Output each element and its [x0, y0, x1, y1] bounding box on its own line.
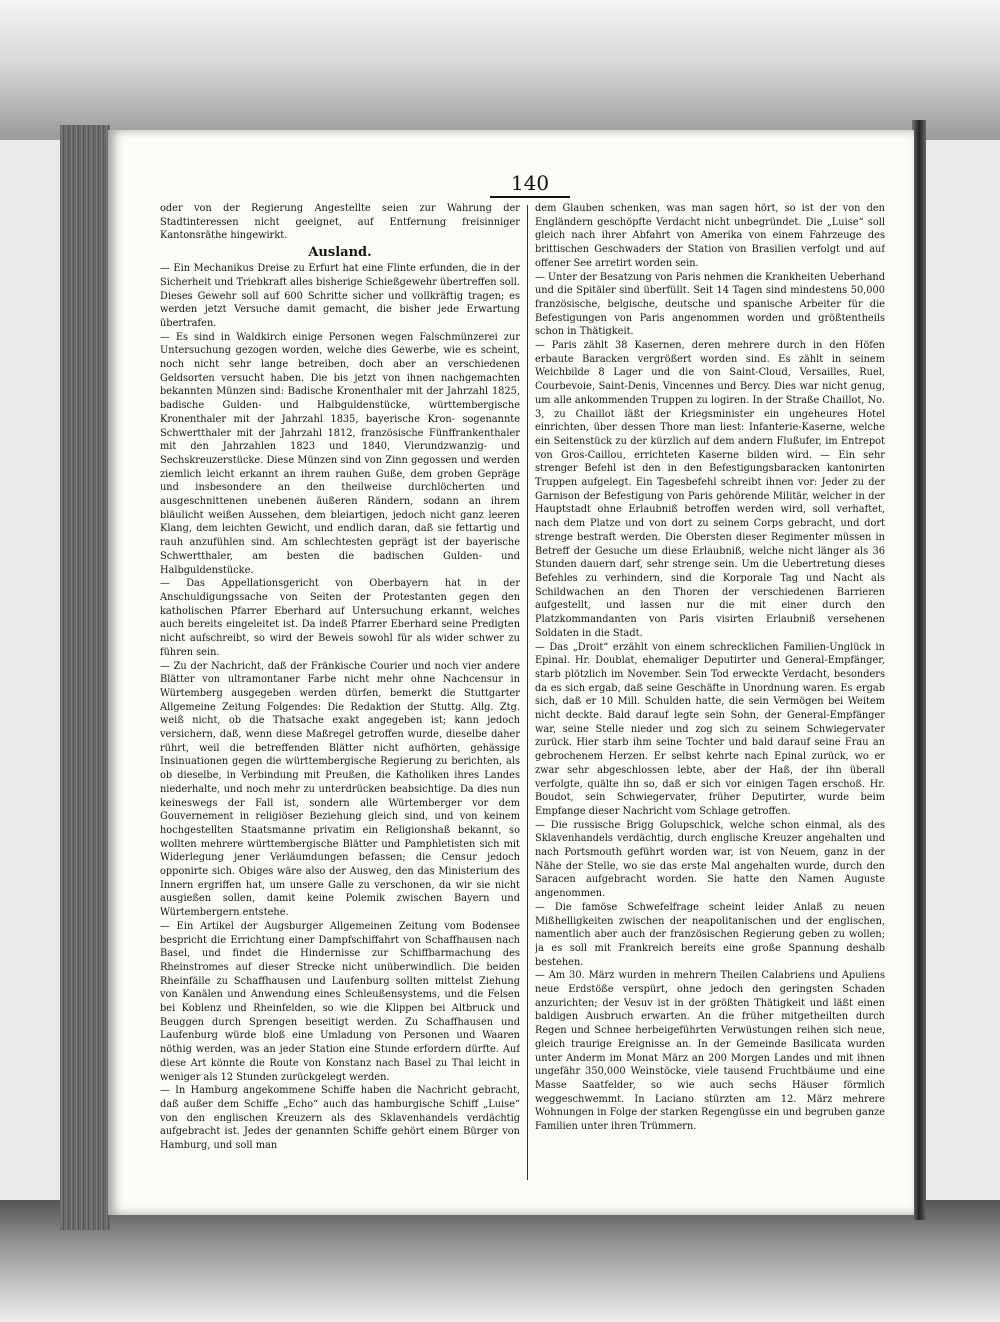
article-paragraph: — Das „Droit“ erzählt von einem schrecklichen Familien-Unglück in Epinal. Hr. Doublat, ehemaliger Deputirter und General-Empfänger, starb plötzlich im November. Sein Tod erweckte Verdacht, besonders da es sich ergab, daß seine Geschäfte in Unordnung waren. Es ergab sich, daß er 10 Mill. Schulden hatte, die sein Vermögen bei Weitem nicht deckte. Bald darauf legte sein Sohn, der General-Empfänger war, seine Stelle nieder und zog sich zu seinem Schwiegervater zurück. Hier starb ihm seine Tochter und bald darauf seine Frau an gebrochenem Herzen. Er selbst kehrte nach Epinal zurück, wo er zwar sehr abgeschlossen lebte, aber der Haß, der ihn überall verfolgte, quälte ihn so, daß er sich vor einigen Tagen erschoß. Hr. Boudot, sein Schwiegervater, früher Deputirter, wurde beim Empfange dieser Nachricht vom Schlage getroffen.	[535, 641, 885, 817]
article-paragraph: — Unter der Besatzung von Paris nehmen die Krankheiten Ueberhand und die Spitäler sind überfüllt. Seit 14 Tagen sind mindestens 50,000 französische, belgische, deutsche und spanische Arbeiter für die Befestigungen von Paris angenommen worden und größtentheils schon in Thätigkeit.	[535, 271, 885, 338]
scan-background-top	[0, 0, 1000, 140]
book-page-stack	[60, 125, 110, 1230]
book-right-edge	[912, 120, 926, 1220]
header-rule	[490, 196, 570, 198]
article-paragraph: — Zu der Nachricht, daß der Fränkische Courier und noch vier andere Blätter von ultramontaner Farbe nicht mehr ohne Nachcensur in Würtemberg ausgegeben werden dürfen, bemerkt die Stuttgarter Allgemeine Zeitung Folgendes: Die Redaktion der Stuttg. Allg. Ztg. weiß nicht, ob die Thatsache exakt angegeben ist; kann jedoch versichern, daß, wenn diese Maßregel getroffen wurde, dieselbe daher rührt, weil die betreffenden Blätter nicht aufhörten, gehässige Insinuationen gegen die württembergische Regierung zu berichten, als ob dieselbe, in Verbindung mit Preußen, die Katholiken ihres Landes niederhalte, und noch mehr zu unterdrücken beabsichtige. Da dies nun keineswegs der Fall ist, sondern alle Würtemberger vor dem Gouvernement in religiöser Beziehung gleich sind, und von keinem hochgestellten Staatsmanne privatim ein Religionshaß bekannt, so wollten mehrere württembergische Blätter und Pamphletisten sich mit Widerlegung jener Verläumdungen befassen; die Censur jedoch opponirte sich. Obiges wäre also der Ausweg, den das Ministerium des Innern ergriffen hat, um unsere Galle zu verschonen, da wir sie nicht ausgießen sollen, damit keine Polemik zwischen Bayern und Würtembergern entstehe.	[160, 660, 520, 919]
left-column	[160, 202, 520, 1187]
scan-background-bottom	[0, 1200, 1000, 1322]
right-column	[535, 202, 885, 1187]
article-paragraph: dem Glauben schenken, was man sagen hört, so ist der von den Engländern geschöpfte Verdacht nicht unbegründet. Die „Luise“ soll gleich nach ihrer Abfahrt von Amerika von einem Fahrzeuge des brittischen Geschwaders der Station von Brasilien verfolgt und auf offener See arretirt worden sein.	[535, 203, 885, 269]
article-paragraph: — Das Appellationsgericht von Oberbayern hat in der Anschuldigungssache von Seiten der Protestanten gegen den katholischen Pfarrer Eberhard auf Untersuchung erkannt, welches auch bereits eingeleitet ist. Da indeß Pfarrer Eberhard seine Predigten nicht aufschreibt, so wird der Beweis sowohl für als wider schwer zu führen sein.	[160, 578, 520, 658]
article-paragraph: — In Hamburg angekommene Schiffe haben die Nachricht gebracht, daß außer dem Schiffe „Echo“ auch das hamburgische Schiff „Luise“ von den englischen Kreuzern als des Sklavenhandels verdächtig aufgebracht ist. Jedes der genannten Schiffe gehört einem Bürger von Hamburg, und soll man	[160, 1085, 520, 1152]
article-paragraph: — Paris zählt 38 Kasernen, deren mehrere durch in den Höfen erbaute Baracken vergrößert worden sind. Es zählt in seinem Weichbilde 8 Lager und die von Saint-Cloud, Versailles, Ruel, Courbevoie, Saint-Denis, Vincennes und Bercy. Dies war nicht genug, um alle ankommenden Truppen zu logiren. In der Straße Chaillot, No. 3, zu Chaillot läßt der Kriegsminister ein ungeheures Hotel einrichten, über dessen Thore man liest: Infanterie-Kaserne, welche ein Seitenstück zu der kürzlich auf dem andern Flußufer, im Entrepot von Gros-Caillou, errichteten Kaserne bilden wird. — Ein sehr strenger Befehl ist den in den Befestigungsbaracken kantonirten Truppen aufgelegt. Ein Tagesbefehl schreibt ihnen vor: Jeder zu der Garnison der Befestigung von Paris gehörende Militär, welcher in der Hauptstadt ohne Erlaubniß betroffen werden wird, soll verhaftet, nach dem Platze und von dort zu seinem Corps gebracht, und dort strenge bestraft werden. Die Obersten dieser Regimenter müssen in Betreff der Gesuche um diese Erlaubniß, welche nicht länger als 36 Stunden dauern darf, sehr strenge sein. Um die Uebertretung dieses Befehles zu verhindern, sind die Korporale Tag und Nacht als Schildwachen an den Thoren der verschiedenen Barrieren aufgestellt, und lassen nur die mit einer durch den Platzkommandanten von Paris visirten Erlaubniß versehenen Soldaten in die Stadt.	[535, 340, 885, 639]
column-divider	[527, 205, 528, 1180]
article-paragraph: — Die famöse Schwefelfrage scheint leider Anlaß zu neuen Mißhelligkeiten zwischen der neapolitanischen und der englischen, namentlich aber auch der französischen Regierung geben zu wollen; ja es soll mit Frankreich bereits eine große Spannung deshalb bestehen.	[535, 901, 885, 968]
article-paragraph: — Ein Mechanikus Dreise zu Erfurt hat eine Flinte erfunden, die in der Sicherheit und Triebkraft alles bisherige Schießgewehr übertreffen soll. Dieses Gewehr soll auf 600 Schritte sicher und vollkräftig tragen; es werden jetzt Versuche damit gemacht, die bisher jede Erwartung übertrafen.	[160, 263, 520, 329]
page-number: 140	[510, 171, 550, 195]
article-paragraph: — Am 30. März wurden in mehrern Theilen Calabriens und Apuliens neue Erdstöße verspürt, ohne jedoch den geringsten Schaden anzurichten; der Vesuv ist in der größten Thätigkeit und läßt einen baldigen Ausbruch erwarten. An die früher mitgetheilten durch Regen und Schnee herbeigeführten Verwüstungen reihen sich neue, gleich traurige Ereignisse an. In der Gemeinde Basilicata wurden unter Anderm im Monat März an 200 Morgen Landes und mit ihnen ungefähr 350,000 Weinstöcke, viele tausend Fruchtbäume und eine Masse Saatfelder, so wie auch sechs Häuser förmlich weggeschwemmt. In Laciano stürzten am 12. März mehrere Wohnungen in Folge der starken Regengüsse ein und begruben ganze Familien unter ihren Trümmern.	[535, 970, 885, 1133]
article-paragraph: — Die russische Brigg Golupschick, welche schon einmal, als des Sklavenhandels verdächtig, durch englische Kreuzer angehalten und nach Portsmouth geführt worden war, ist von Neuem, ganz in der Nähe der Stelle, wo sie das erste Mal angehalten wurde, durch den Saracen aufgebracht worden. Sie hatte den Namen Auguste angenommen.	[535, 819, 885, 900]
article-paragraph: — Es sind in Waldkirch einige Personen wegen Falschmünzerei zur Untersuchung gezogen worden, welche dies Gewerbe, wie es scheint, noch nicht sehr lange betreiben, doch aber an verschiedenen Geldsorten versucht haben. Die bis jetzt von ihnen nachgemachten bekannten Münzen sind: Badische Kronenthaler mit der Jahrzahl 1825, badische Gulden- und Halbguldenstücke, württembergische Kronenthaler mit der Jahrzahl 1835, bayerische Kron- sogenannte Schwertthaler mit der Jahrzahl 1812, französische Fünffrankenthaler mit den Jahrzahlen 1823 und 1840, Vierundzwanzig- und Sechskreuzerstücke. Diese Münzen sind von Zinn gegossen und werden ziemlich leicht erkannt an ihrem rauhen Guße, dem groben Gepräge und insbesondere an den theilweise durchlöcherten und ausgeschnittenen unebenen äußeren Rändern, sodann an ihrem bläulicht weißen Aussehen, dem bleiartigen, jedoch nicht ganz leeren Klang, dem leichten Gewicht, und endlich daran, daß sie fettartig und rauh anzufühlen sind. Am schlechtesten geprägt ist der bayerische Schwertthaler, am besten die badischen Gulden- und Halbguldenstücke.	[160, 331, 520, 576]
article-paragraph: — Ein Artikel der Augsburger Allgemeinen Zeitung vom Bodensee bespricht die Errichtung einer Dampfschiffahrt von Schaffhausen nach Basel, und findet die Hindernisse zur Schiffbarmachung des Rheinstromes auf dieser Strecke nicht unüberwindlich. Die beiden Rheinfälle zu Schaffhausen und Laufenburg sollten mittelst Ziehung von Kanälen und Anwendung eines Schleußensystems, und die Felsen bei Koblenz und Rheinfelden, so wie die Klippen bei Altbruck und Beuggen durch Sprengen beseitigt werden. Zu Schaffhausen und Laufenburg würde bloß eine Umladung von Personen und Waaren nöthig werden, was an jeder Station eine Stunde erfordern dürfte. Auf diese Art könnte die Route von Konstanz nach Basel zu Thal leicht in weniger als 12 Stunden zurückgelegt werden.	[160, 920, 520, 1083]
article-paragraph: oder von der Regierung Angestellte seien zur Wahrung der Stadtinteressen nicht geeignet, auf Entfernung freisinniger Kantonsräthe hingewirkt.	[160, 203, 520, 242]
section-heading-ausland: Ausland.	[308, 245, 372, 261]
